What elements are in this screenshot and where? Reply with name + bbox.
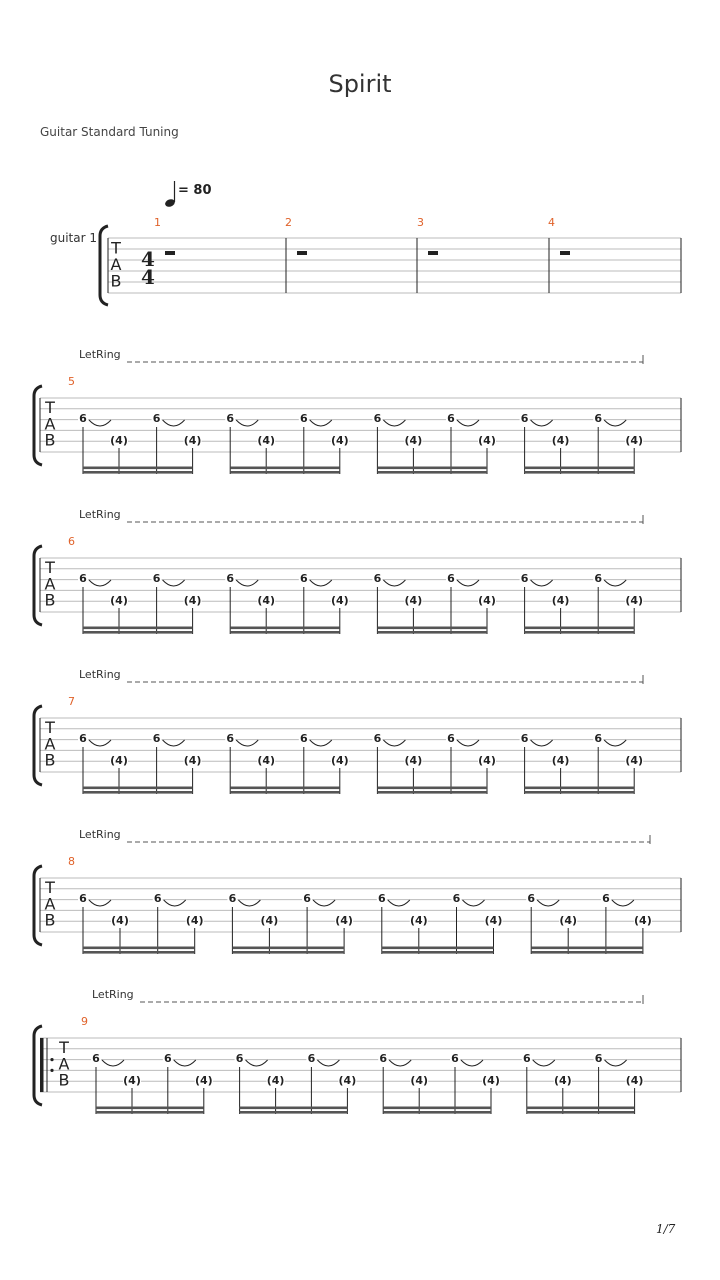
tie-arc	[537, 900, 559, 906]
fret-number: 6	[594, 412, 603, 425]
beam	[96, 1107, 204, 1110]
fret-number: 6	[373, 572, 382, 585]
tied-fret-number: (4)	[183, 754, 202, 767]
tie-arc	[531, 420, 553, 426]
system-measure-8	[34, 828, 681, 954]
beam	[230, 791, 340, 794]
tied-fret-number: (4)	[551, 434, 570, 447]
tab-clef-letter: A	[44, 574, 56, 594]
beam	[83, 467, 193, 470]
measure-number: 7	[68, 695, 75, 708]
beam	[83, 951, 195, 954]
fret-number: 6	[226, 572, 235, 585]
beam	[230, 471, 340, 474]
tie-arc	[317, 1060, 339, 1066]
tie-arc	[604, 740, 626, 746]
measure-number: 3	[417, 216, 424, 229]
fret-number: 6	[228, 892, 237, 905]
beam	[383, 1111, 491, 1114]
repeat-thick-bar	[40, 1038, 44, 1092]
tied-fret-number: (4)	[257, 434, 276, 447]
fret-number: 6	[527, 892, 536, 905]
beam	[240, 1107, 348, 1110]
tie-arc	[246, 1060, 268, 1066]
tie-arc	[457, 740, 479, 746]
beam	[377, 787, 487, 790]
tied-fret-number: (4)	[338, 1074, 357, 1087]
tie-arc	[310, 580, 332, 586]
tied-fret-number: (4)	[185, 914, 204, 927]
fret-number: 6	[522, 1052, 531, 1065]
beam	[525, 471, 635, 474]
tab-clef-letter: A	[58, 1054, 70, 1074]
tab-clef-letter: T	[111, 238, 121, 258]
tie-arc	[457, 420, 479, 426]
tie-arc	[310, 420, 332, 426]
fret-number: 6	[594, 1052, 603, 1065]
tie-arc	[383, 420, 405, 426]
tab-clef-letter: A	[44, 734, 56, 754]
fret-number: 6	[79, 412, 87, 425]
beam	[531, 947, 643, 950]
tied-fret-number: (4)	[409, 914, 428, 927]
fret-number: 6	[152, 732, 161, 745]
fret-number: 6	[520, 412, 529, 425]
tab-clef-letter: B	[44, 430, 56, 450]
let-ring-label: LetRing	[79, 828, 121, 841]
tab-clef-letter: B	[44, 590, 56, 610]
tied-fret-number: (4)	[330, 754, 349, 767]
let-ring-label: LetRing	[79, 508, 121, 521]
fret-number: 6	[520, 732, 529, 745]
fret-number: 6	[373, 732, 382, 745]
fret-number: 6	[79, 732, 87, 745]
tie-arc	[463, 900, 485, 906]
tied-fret-number: (4)	[110, 754, 128, 767]
let-ring-label: LetRing	[79, 348, 121, 361]
tie-arc	[102, 1060, 124, 1066]
beam	[377, 471, 487, 474]
fret-number: 6	[153, 892, 162, 905]
beam	[83, 471, 193, 474]
fret-number: 6	[452, 892, 461, 905]
tie-arc	[163, 580, 185, 586]
fret-number: 6	[92, 1052, 100, 1065]
fret-number: 6	[447, 572, 455, 585]
tie-arc	[389, 1060, 411, 1066]
tie-arc	[531, 580, 553, 586]
beam	[230, 787, 340, 790]
tie-arc	[89, 420, 111, 426]
tie-arc	[89, 740, 111, 746]
time-signature-top: 4	[141, 247, 155, 271]
tied-fret-number: (4)	[478, 594, 496, 607]
tab-clef-letter: B	[58, 1070, 70, 1090]
tie-arc	[533, 1060, 555, 1066]
tied-fret-number: (4)	[260, 914, 279, 927]
beam	[377, 467, 487, 470]
tie-arc	[236, 420, 258, 426]
whole-rest-icon	[560, 251, 570, 255]
tied-fret-number: (4)	[183, 594, 202, 607]
tie-arc	[174, 1060, 196, 1066]
let-ring-label: LetRing	[79, 668, 121, 681]
tie-arc	[236, 580, 258, 586]
measure-number: 5	[68, 375, 75, 388]
tie-arc	[310, 740, 332, 746]
fret-number: 6	[447, 412, 455, 425]
beam	[525, 787, 635, 790]
beam	[525, 791, 635, 794]
tie-arc	[89, 580, 111, 586]
system-measure-6	[34, 508, 681, 634]
fret-number: 6	[379, 1052, 388, 1065]
tied-fret-number: (4)	[404, 434, 423, 447]
tied-fret-number: (4)	[625, 754, 644, 767]
fret-number: 6	[299, 412, 308, 425]
beam	[83, 947, 195, 950]
tab-clef-letter: T	[45, 718, 55, 738]
tied-fret-number: (4)	[410, 1074, 429, 1087]
beam	[230, 627, 340, 630]
tab-clef-letter: B	[44, 910, 56, 930]
tied-fret-number: (4)	[183, 434, 202, 447]
beam	[83, 787, 193, 790]
tied-fret-number: (4)	[194, 1074, 213, 1087]
system-measure-7	[34, 668, 681, 794]
tied-fret-number: (4)	[482, 1074, 500, 1087]
fret-number: 6	[226, 732, 235, 745]
fret-number: 6	[152, 412, 161, 425]
beam	[527, 1111, 635, 1114]
beam	[383, 1107, 491, 1110]
beam	[382, 947, 494, 950]
time-signature-bottom: 4	[141, 265, 155, 289]
fret-number: 6	[594, 732, 603, 745]
beam	[377, 791, 487, 794]
tied-fret-number: (4)	[404, 754, 423, 767]
tie-arc	[604, 580, 626, 586]
song-title: Spirit	[328, 70, 392, 98]
tab-clef-letter: T	[45, 878, 55, 898]
beam	[83, 791, 193, 794]
beam	[377, 627, 487, 630]
fret-number: 6	[373, 412, 382, 425]
fret-number: 6	[226, 412, 235, 425]
beam	[96, 1111, 204, 1114]
system-measure-9	[34, 988, 681, 1114]
beam	[531, 951, 643, 954]
tied-fret-number: (4)	[484, 914, 503, 927]
staff-lines	[108, 238, 681, 293]
tie-arc	[89, 900, 111, 906]
fret-number: 6	[79, 892, 87, 905]
beam	[525, 467, 635, 470]
whole-rest-icon	[165, 251, 175, 255]
tied-fret-number: (4)	[110, 434, 128, 447]
beam	[377, 631, 487, 634]
tied-fret-number: (4)	[330, 434, 349, 447]
tie-arc	[164, 900, 186, 906]
tied-fret-number: (4)	[257, 754, 276, 767]
beam	[525, 627, 635, 630]
whole-rest-icon	[428, 251, 438, 255]
tab-clef-letter: T	[45, 558, 55, 578]
track-name: guitar 1	[50, 231, 97, 245]
beam	[83, 627, 193, 630]
tied-fret-number: (4)	[634, 914, 652, 927]
tied-fret-number: (4)	[404, 594, 423, 607]
tie-arc	[313, 900, 335, 906]
tied-fret-number: (4)	[266, 1074, 285, 1087]
fret-number: 6	[303, 892, 311, 905]
tied-fret-number: (4)	[335, 914, 353, 927]
tab-clef-letter: T	[45, 398, 55, 418]
beam	[525, 631, 635, 634]
tab-clef-letter: A	[110, 254, 122, 274]
tie-arc	[388, 900, 410, 906]
tie-arc	[605, 1060, 627, 1066]
tied-fret-number: (4)	[257, 594, 276, 607]
fret-number: 6	[79, 572, 87, 585]
tied-fret-number: (4)	[551, 754, 570, 767]
tie-arc	[383, 580, 405, 586]
measure-number: 8	[68, 855, 75, 868]
measure-number: 1	[154, 216, 161, 229]
tie-arc	[612, 900, 634, 906]
tied-fret-number: (4)	[478, 754, 496, 767]
tied-fret-number: (4)	[625, 1074, 644, 1087]
fret-number: 6	[307, 1052, 316, 1065]
fret-number: 6	[299, 572, 308, 585]
tuning-label: Guitar Standard Tuning	[40, 125, 179, 139]
whole-rest-icon	[297, 251, 307, 255]
tie-arc	[236, 740, 258, 746]
beam	[232, 947, 344, 950]
tie-arc	[383, 740, 405, 746]
beam	[83, 631, 193, 634]
fret-number: 6	[377, 892, 386, 905]
tied-fret-number: (4)	[553, 1074, 572, 1087]
tied-fret-number: (4)	[551, 594, 570, 607]
tie-arc	[604, 420, 626, 426]
tied-fret-number: (4)	[330, 594, 349, 607]
repeat-dot	[50, 1058, 53, 1061]
beam	[240, 1111, 348, 1114]
tempo-marking	[164, 181, 211, 208]
beam	[230, 467, 340, 470]
tab-clef-letter: T	[59, 1038, 69, 1058]
tab-clef-letter: A	[44, 894, 56, 914]
fret-number: 6	[299, 732, 308, 745]
tie-arc	[163, 740, 185, 746]
tied-fret-number: (4)	[559, 914, 578, 927]
fret-number: 6	[602, 892, 610, 905]
tie-arc	[163, 420, 185, 426]
system-bracket	[100, 226, 108, 305]
measure-number: 2	[285, 216, 292, 229]
fret-number: 6	[447, 732, 455, 745]
tie-arc	[238, 900, 260, 906]
measure-number: 4	[548, 216, 555, 229]
beam	[230, 631, 340, 634]
tab-clef-letter: B	[44, 750, 56, 770]
fret-number: 6	[152, 572, 161, 585]
tie-arc	[457, 580, 479, 586]
measure-number: 9	[81, 1015, 88, 1028]
tie-arc	[531, 740, 553, 746]
beam	[382, 951, 494, 954]
tab-clef-letter: B	[110, 271, 122, 291]
tempo-value: = 80	[178, 183, 212, 198]
tied-fret-number: (4)	[478, 434, 496, 447]
tab-clef-letter: A	[44, 414, 56, 434]
page-number: 1/7	[656, 1222, 676, 1236]
tied-fret-number: (4)	[625, 594, 644, 607]
fret-number: 6	[451, 1052, 459, 1065]
tied-fret-number: (4)	[123, 1074, 141, 1087]
tie-arc	[461, 1060, 483, 1066]
tied-fret-number: (4)	[625, 434, 644, 447]
tied-fret-number: (4)	[111, 914, 129, 927]
measure-number: 6	[68, 535, 75, 548]
beam	[527, 1107, 635, 1110]
fret-number: 6	[163, 1052, 172, 1065]
system-1	[50, 216, 681, 305]
fret-number: 6	[235, 1052, 244, 1065]
fret-number: 6	[520, 572, 529, 585]
beam	[232, 951, 344, 954]
fret-number: 6	[594, 572, 603, 585]
let-ring-label: LetRing	[92, 988, 134, 1001]
systems	[34, 348, 681, 1114]
system-measure-5	[34, 348, 681, 474]
repeat-dot	[50, 1069, 53, 1072]
tied-fret-number: (4)	[110, 594, 128, 607]
